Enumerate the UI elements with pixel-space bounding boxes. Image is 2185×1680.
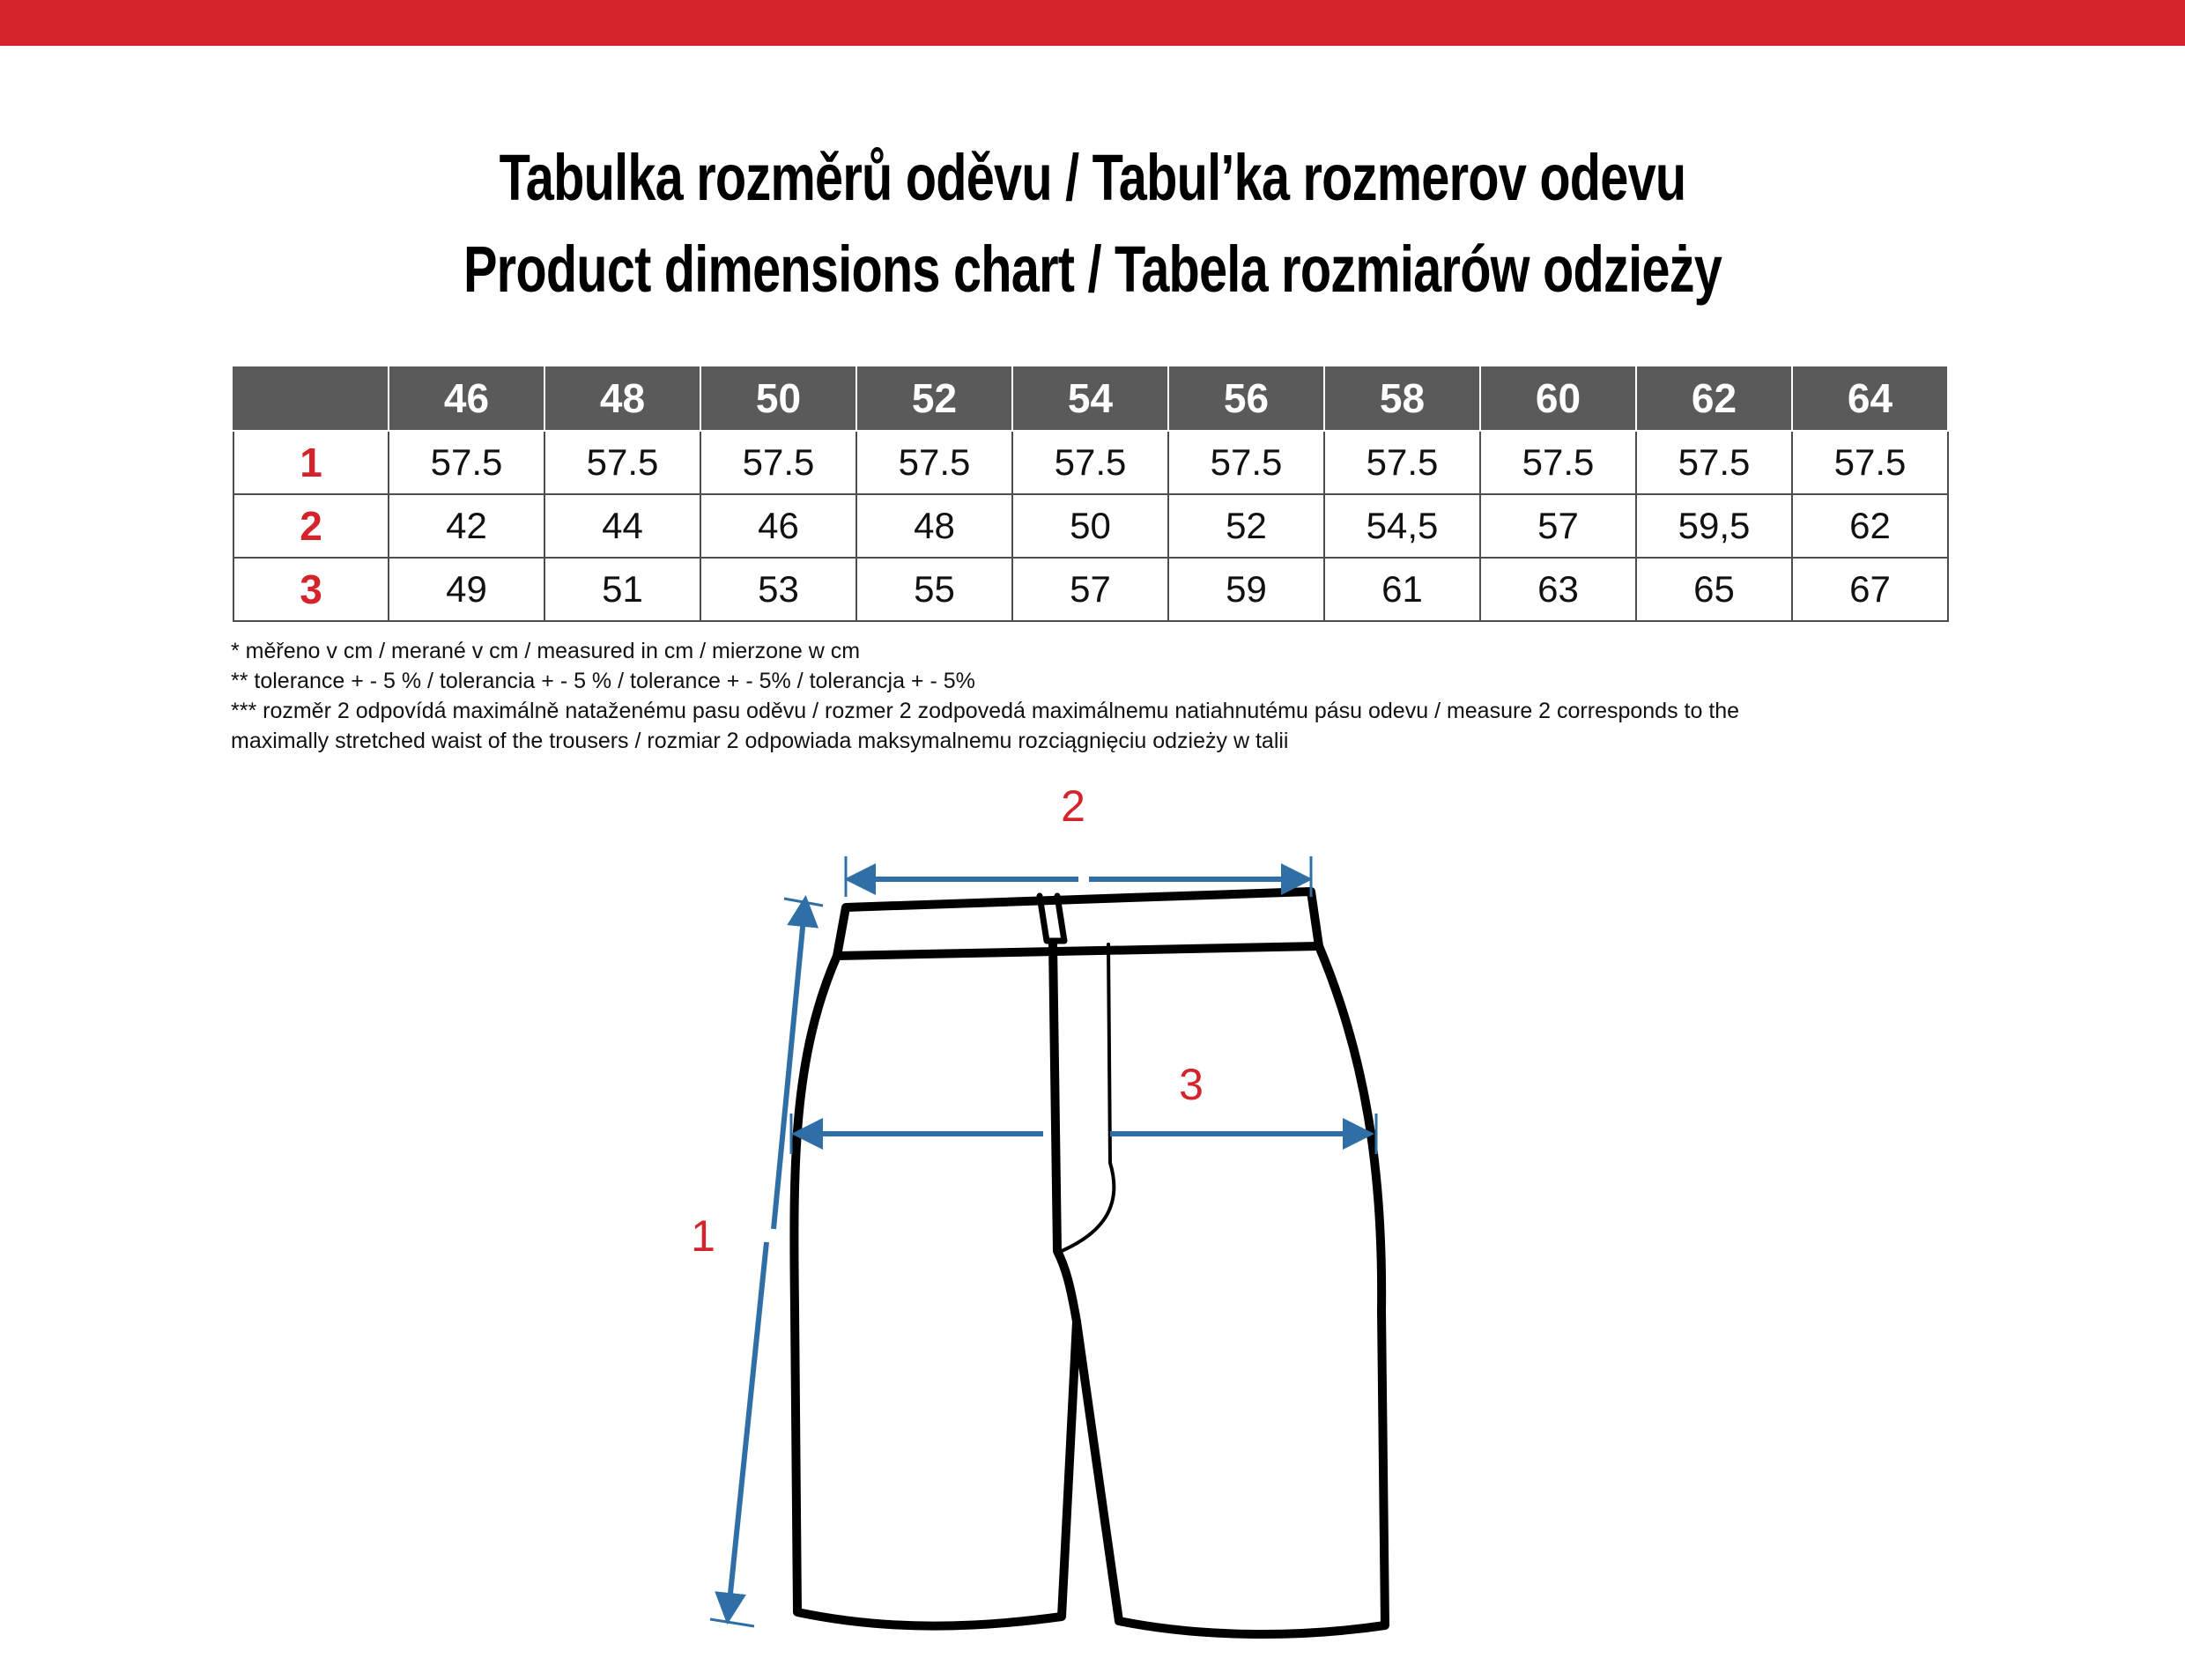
table-cell: 54,5 bbox=[1324, 494, 1480, 558]
table-cell: 62 bbox=[1792, 494, 1948, 558]
table-cell: 51 bbox=[544, 558, 700, 621]
table-cell: 46 bbox=[700, 494, 856, 558]
hip-measure-arrow bbox=[791, 1114, 1376, 1154]
fly-seam bbox=[1062, 944, 1114, 1251]
title-line-2: Product dimensions chart / Tabela rozmiarów odzieży bbox=[463, 233, 1722, 306]
table-cell: 49 bbox=[389, 558, 544, 621]
footnote-waist-continued: maximally stretched waist of the trousers / rozmiar 2 odpowiada maksymalnemu rozciągnięciu odzieży w talii bbox=[231, 729, 1289, 753]
footnote-tolerance: ** tolerance + - 5 % / tolerancia + - 5 % / tolerance + - 5% / tolerancja + - 5% bbox=[231, 669, 975, 693]
table-cell: 57.5 bbox=[1480, 431, 1636, 494]
measure-label: 2 bbox=[233, 494, 389, 558]
shorts-body-right bbox=[1077, 946, 1385, 1634]
size-header-cell: 48 bbox=[544, 366, 700, 431]
footnote-measured: * měřeno v cm / merané v cm / measured in cm / mierzone w cm bbox=[231, 639, 861, 663]
footnote-waist: *** rozměr 2 odpovídá maximálně nataženému pasu oděvu / rozmer 2 zodpovedá maximálnemu natiahnutému pásu odevu / measure 2 corresponds to the bbox=[231, 699, 1740, 723]
table-cell: 57.5 bbox=[1792, 431, 1948, 494]
label-hip: 3 bbox=[1179, 1060, 1204, 1109]
table-cell: 57.5 bbox=[389, 431, 544, 494]
table-cell: 57 bbox=[1480, 494, 1636, 558]
table-cell: 57.5 bbox=[700, 431, 856, 494]
table-cell: 57.5 bbox=[1168, 431, 1324, 494]
table-cell: 44 bbox=[544, 494, 700, 558]
size-header-cell: 50 bbox=[700, 366, 856, 431]
table-cell: 59 bbox=[1168, 558, 1324, 621]
size-header-cell: 52 bbox=[856, 366, 1012, 431]
size-header-cell: 62 bbox=[1636, 366, 1792, 431]
measure-label: 1 bbox=[233, 431, 389, 494]
waistband bbox=[837, 892, 1319, 956]
table-cell: 63 bbox=[1480, 558, 1636, 621]
table-cell: 59,5 bbox=[1636, 494, 1792, 558]
table-cell: 42 bbox=[389, 494, 544, 558]
table-cell: 57.5 bbox=[544, 431, 700, 494]
table-cell: 57.5 bbox=[1636, 431, 1792, 494]
measure-label: 3 bbox=[233, 558, 389, 621]
size-header-cell: 64 bbox=[1792, 366, 1948, 431]
label-waist: 2 bbox=[1061, 781, 1085, 831]
shorts-body bbox=[794, 943, 1077, 1626]
table-cell: 57 bbox=[1012, 558, 1168, 621]
table-cell: 55 bbox=[856, 558, 1012, 621]
table-cell: 50 bbox=[1012, 494, 1168, 558]
size-header-cell: 46 bbox=[389, 366, 544, 431]
size-header-cell: 60 bbox=[1480, 366, 1636, 431]
table-cell: 57.5 bbox=[1012, 431, 1168, 494]
length-measure-arrow bbox=[710, 899, 823, 1626]
title-line-1: Tabulka rozměrů oděvu / Tabul’ka rozmerov odevu bbox=[499, 141, 1686, 214]
size-header-cell: 54 bbox=[1012, 366, 1168, 431]
table-cell: 57.5 bbox=[1324, 431, 1480, 494]
table-cell: 52 bbox=[1168, 494, 1324, 558]
size-header-cell: 58 bbox=[1324, 366, 1480, 431]
table-cell: 61 bbox=[1324, 558, 1480, 621]
table-cell: 67 bbox=[1792, 558, 1948, 621]
size-header-cell: 56 bbox=[1168, 366, 1324, 431]
table-cell: 53 bbox=[700, 558, 856, 621]
table-cell: 48 bbox=[856, 494, 1012, 558]
table-cell: 57.5 bbox=[856, 431, 1012, 494]
label-length: 1 bbox=[691, 1211, 715, 1261]
shorts-outline bbox=[794, 892, 1385, 1634]
table-cell: 65 bbox=[1636, 558, 1792, 621]
